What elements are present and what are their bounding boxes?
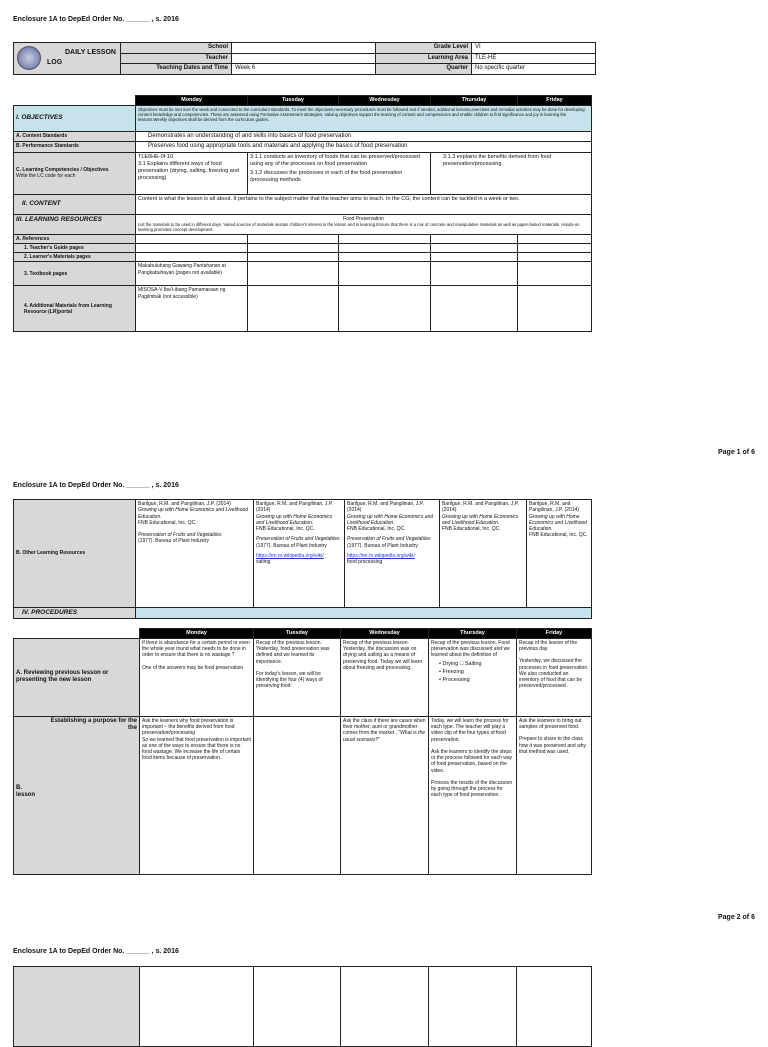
dll-page1-table [13,95,592,332]
school-label: School [121,43,232,54]
olr-tuesday-book: Growing up with Home Economics and Livelihood Education. [256,513,333,526]
purpose-friday-2: Prepare to share to the class how it was preserved and why that method was used. [519,736,586,755]
day-header-wednesday: Wednesday [339,96,431,106]
reviewing-friday [517,638,592,716]
purpose-friday [517,716,592,874]
olr-tuesday-link[interactable]: https://en.m.wikipedia.org/wiki/ [256,552,324,559]
reviewing-wednesday: Recap of the previous lesson. Yesterday, the discussion was on drying and salting as a means of preserving food. Today we will learn about freezing and processing. [341,638,429,716]
proc-day-friday: Friday [517,629,592,639]
enclosure-label-3: Enclosure 1A to DepEd Order No. ______ , s. 2016 [13,948,179,955]
olr-tuesday [254,500,345,608]
learning-competencies-label: C. Learning Competencies / Objectives [16,167,109,174]
area-label: Learning Area [376,53,472,64]
purpose-label-cell [14,716,140,874]
reviewing-thursday-text: Recap of the previous lesson. Food preservation was discussed and we learned about the definition of [431,639,510,659]
dll-header-table [13,42,596,75]
olr-wednesday-book: Growing up with Home Economics and Livelihood Education. [347,513,434,526]
olr-wednesday-ref: Barilgue, R.M. and Pangilinan, J.P. (2014) [347,501,424,514]
purpose-thursday-1: Today, we will learn the process for each type. The teacher will play a video clip of the four types of food preservation. [431,717,509,743]
content-topic: Food Preservation [343,215,384,222]
olr-monday-ref: Barilgue, R.M. and Pangilinan, J.P. (2014) [138,501,231,507]
olr-tuesday-link-end: salting [256,559,271,565]
olr-friday-book: Growing up with Home Economics and Livelihood Education. [529,513,588,532]
lc-code: TLE6HE-0f-10 [138,153,174,160]
content-label: II. CONTENT [14,194,136,214]
olr-thursday-book: Growing up with Home Economics and Livelihood Education. [442,513,519,526]
page3-table [13,966,592,1047]
proc-day-wednesday: Wednesday [341,629,429,639]
learning-resources-label: III. LEARNING RESOURCES [14,214,136,234]
additional-materials-text2: Pagiimbak (not accessible) [138,293,198,300]
reviewing-friday-2: Yesterday, we discussed the processes in food preservation. We also conducted an inventory of food that can be preserved/processed . [519,658,589,690]
lc-monday-cell [136,152,248,194]
lc-3-1-2: 3.1.2 discusses the processes in each of the food preservation /processing methods [250,169,403,183]
additional-materials-text1: MISOSA-V Iba't-ibang Pamamaraan ng [138,287,226,294]
lc-3-1-3: 3.1.3 explains the benefits derived from food preservation/processing [431,152,592,194]
reviewing-tuesday-1: Recap of the previous lesson. Yesterday, food preservation was defined and we learned its importance. [256,639,330,665]
reviewing-tuesday-2: For today's lesson, we will be identifying the four (4) ways of preserving food: [256,670,323,690]
lc-3-1: 3.1 Explains different ways of food preservation (drying, salting, freezing and processing) [138,160,239,181]
page-number-1: Page 1 of 6 [718,449,755,456]
learning-competencies-sub: Write the LC code for each [16,173,76,180]
area-value: TLE-HE [472,53,596,64]
olr-monday-pub: FNB Educational, Inc. QC. [138,519,197,526]
page-number-2: Page 2 of 6 [718,914,755,921]
reviewing-thursday [429,638,517,716]
lc-tue-wed-cell [248,152,431,194]
olr-wednesday-link-end: food processing [347,559,383,565]
learning-resources-cell [136,214,592,234]
quarter-label: Quarter [376,64,472,75]
day-header-friday: Friday [518,96,592,106]
grade-label: Grade Level [376,43,472,54]
purpose-label-2: B. [16,784,22,791]
dates-label: Teaching Dates and Time [121,64,232,75]
content-standards-text: Demonstrates an understanding of and skills into basics of food preservation [136,131,592,142]
teachers-guide-label: 1. Teacher's Guide pages [14,243,136,252]
olr-monday-book2: Preservation of Fruits and Vegetables [138,532,222,538]
performance-standards-text: Preserves food using appropriate tools and materials and applying the basics of food preservation [136,142,592,153]
purpose-label-the: the [128,725,137,732]
objectives-text: Objectives must be met over the week and connected to the curriculum standards. To meet the objectives,necessary procedures must be followed and if needed, additional lessons,exercises and remedial activities may be done for developing content knowledge and competencies. These are assessed using Formative Assessment strategies. Valuing objectives support the learning of content and competencies and enable children to find significance and joy in learning the lessons.Weekly objectives shall be derived from the curriculum guides. [136,105,592,131]
purpose-label-1: Establishing a purpose for the [50,717,137,724]
purpose-wednesday [341,716,429,874]
teacher-label: Teacher [121,53,232,64]
learning-competencies-cell [14,152,136,194]
grade-value: VI [472,43,596,54]
olr-monday-book: Growing up with Home Economics and Livelihood Education. [138,507,249,520]
olr-thursday [440,500,527,608]
purpose-wednesday-2: "What is the usual scenario?" [343,730,426,743]
additional-materials-cell [136,286,248,332]
olr-tuesday-pub: FNB Educational, Inc. QC. [256,526,315,532]
day-header-monday: Monday [136,96,248,106]
olr-friday-pub: FNB Educational, Inc. QC. [529,532,588,539]
olr-tuesday-book2: Preservation of Fruits and Vegetables [256,536,340,543]
procedures-label: IV. PROCEDURES [14,608,136,619]
procedures-table [13,628,592,875]
dll-title-line1: DAILY LESSON [65,49,116,57]
purpose-wednesday-1: Ask the class if there are cases when their mother, aunt or grandmother comes from the market , [343,717,426,737]
other-resources-table [13,499,592,619]
olr-friday-ref: Barilgue, R.M. and Pangilinan, J.P. (2014) [529,501,579,514]
olr-wednesday-book2: Preservation of Fruits and Vegetables [347,536,431,543]
reviewing-friday-1: Recap of the lesson of the previous day. [519,639,578,653]
quarter-value: No specific quarter [472,64,596,75]
preservation-item: • Freezing [439,668,514,676]
reviewing-tuesday [254,638,341,716]
dates-value: Week 6 [232,64,376,75]
reviewing-monday-2: One of the answers may be food preservation [142,664,244,671]
purpose-friday-1: Ask the learners to bring out samples of preserved food. [519,717,582,731]
additional-materials-label: 4. Additional Materials from Learning Resource (LR)portal [14,286,136,332]
school-value [232,43,376,54]
lc-3-1-1: 3.1.1 conducts an inventory of foods that can be preserved/processed using any of the processes on food preservation [250,153,420,167]
olr-wednesday-pub2: (1977). Bureau of Plant Industry [347,542,418,549]
objectives-label: I. OBJECTIVES [14,105,136,131]
proc-day-tuesday: Tuesday [254,629,341,639]
other-resources-label: B. Other Learning Resources [14,500,136,608]
textbook-pages-text: Makabuluhang Gawaing Pantahanan at Pangkabuhayan (pages not available) [136,262,248,286]
references-label: A. References [14,234,136,243]
enclosure-label-2: Enclosure 1A to DepEd Order No. ______ , s. 2016 [13,482,179,489]
purpose-label-3: lesson [16,792,36,799]
dll-title-line2: LOG [47,59,63,67]
content-text: Content is what the lesson is all about. It pertains to the subject matter that the teacher aims to teach. In the CG, the content can be tackled in a week or two. [136,194,592,214]
olr-monday-pub2: (1977). Bureau of Plant Industry [138,538,209,545]
olr-wednesday [345,500,440,608]
preservation-item: • Processing [439,676,514,684]
content-standards-label: A. Content Standards [14,131,136,142]
olr-tuesday-pub2: (1977). Bureau of Plant Industry [256,542,327,549]
learning-resources-text: List the materials to be used in different days. Varied sources of materials sustain children's interest in the lesson and in learning.Ensure that there is a mix of concrete and manipulative materials as well as paper-based materials. Hands-on learning promotes concept development. [138,222,580,233]
textbook-pages-label: 3. Textbook pages [14,262,136,286]
dll-title-cell [14,43,121,75]
olr-friday [527,500,592,608]
olr-wednesday-pub: FNB Educational, Inc. QC. [347,526,406,532]
performance-standards-label: B. Performance Standards [14,142,136,153]
preservation-item: • Drying □ Salting [439,660,514,668]
proc-day-monday: Monday [140,629,254,639]
day-header-tuesday: Tuesday [248,96,339,106]
olr-thursday-ref: Barilgue, R.M. and Pangilinan, J.P. (2014) [442,501,519,514]
olr-tuesday-ref: Barilgue, R.M. and Pangilinan, J.P. (2014) [256,501,333,514]
enclosure-label: Enclosure 1A to DepEd Order No. ______ , s. 2016 [13,16,179,23]
teacher-value [232,53,376,64]
olr-monday [136,500,254,608]
purpose-thursday-2: Ask the learners to identify the steps or the process followed for each way of food preservation, based on the video. [431,748,513,774]
olr-thursday-pub: FNB Educational, Inc. QC. [442,526,501,532]
reviewing-monday-1: If there is abundance for a certain period or even the whole year round what needs to be done in order to ensure that there is no wastage ? [142,639,250,659]
olr-wednesday-link[interactable]: https://en.m.wikipedia.org/wiki/ [347,552,415,559]
day-header-thursday: Thursday [431,96,518,106]
proc-day-thursday: Thursday [429,629,517,639]
learners-materials-label: 2. Learner's Materials pages [14,253,136,262]
purpose-thursday-3: Process the results of the discussion by going through the process for each type of food preservation. [431,779,513,799]
deped-seal-icon [17,46,41,70]
purpose-monday: Ask the learners why food preservation is important – the benefits derived from food preservation/processing So we learned that food preservation is important as one of the ways to ensure that there is no food wastage. We increase the life of certain food items because of preservation. [140,716,254,874]
purpose-tuesday [254,716,341,874]
reviewing-monday [140,638,254,716]
purpose-thursday [429,716,517,874]
reviewing-lesson-label: A. Reviewing previous lesson or presenting the new lesson [14,638,140,716]
